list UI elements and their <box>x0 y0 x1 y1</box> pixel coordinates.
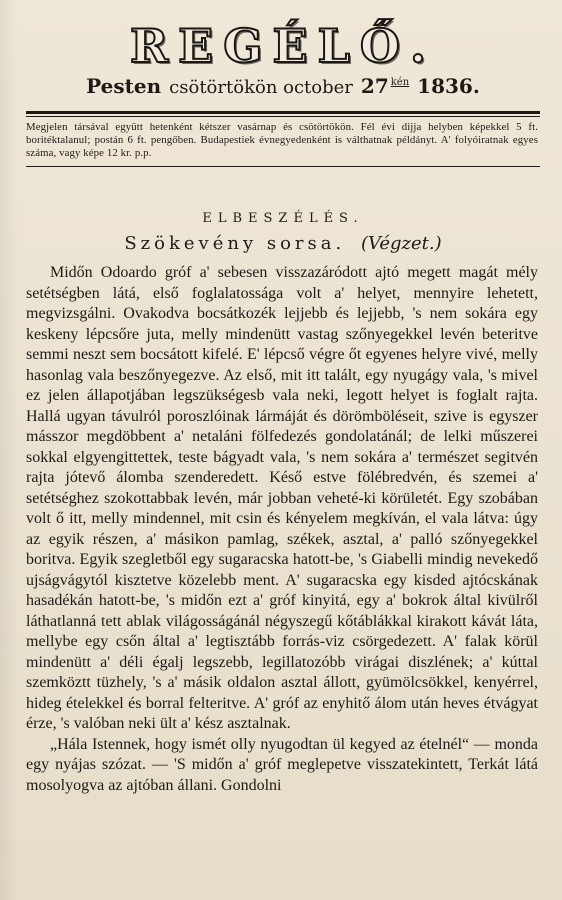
dateline <box>26 74 540 103</box>
masthead <box>26 20 540 103</box>
subscription-notice: Megjelen társával együtt hetenként kétszer vasárnap és csötörtökön. Fél évi dijja helyben képekkel 5 ft. boritéktalanul; postán 6 ft. pengőben. Budapestiek évnegyedenként is válthatnak példányt. A' folyóiratnak egyes száma, vagy képe 12 kr. p.p. <box>26 121 538 159</box>
dateline-day-suffix: kén <box>390 77 410 88</box>
paragraph-2: „Hála Istennek, hogy ismét olly nyugodtan ül kegyed az ételnél“ — monda egy nyájas szózat. — 'S midőn a' gróf meglepetve visszatekintett, Terkát látá mosolyogva az ajtóban állani. Gondolni <box>26 735 538 794</box>
story-body <box>26 263 538 796</box>
paragraph-1: Midőn Odoardo gróf a' sebesen visszazáródott ajtó megett magát mély setétségben látá, első foglalatossága volt a' helyet, mennyire lehetett, megvizsgálni. Ovakodva bocsátkozék lejjebb és lejjebb, 's nem sokára egy keskeny lépcsőre juta, melly mindenütt vastag szőnyegekkel levén beteritve semmi neszt sem bocsátott kifelé. E' lépcső végre őt egyenes helyre vivé, melly hasonlag vala beszőnyegezve. Az első, mit itt talált, egy nyugágy vala, 's mivel ez jelen állapotjában legszükségesb vala neki, legott helyet is foglalt rajta. Hallá ugyan távulról poroszlóinak lármáját és dörömböléseit, szive is egyszer másszor megdöbbent a' netaláni fölfedezés gondolatánál; de lelki műszerei sokkal elgyengittettek, teste bágyadt vala, 's nem sokára a' természet segitvén rajta jótevő álomba szenderedett. Késő estve fölébredvén, és szemei a' setétséghez szokottabbak levén, már jobban veheté-ki körületét. Egy szobában volt ő itt, melly mindennel, mit csin és kényelem megkíván, el vala látva: úgy az egyik részen, a' másikon pamlag, székek, asztal, a' palló szőnyegekkel boritva. Egyik szegletből egy sugaracska hatott-be, 's Giabelli mindig nevekedő ujságvágytól kisztetve közelebb ment. A' sugaracska egy kisded ajtócskának hasadékán hatott-be, 's midőn ezt a' gróf kinyitá, egy a' bokrok által kivülről láthatlanná tett ablak világosságánál négyszegű kőtáblákkal kirakott kávát láta, mellybe egy csőn által a' legtisztább forrás-viz csörgedezett. A' falak körül mindenütt a' déli égalj legszebb, legillatozóbb virágai diszlének; a' kúttal szemköztt tüzhely, 's a' másik oldalon asztal állott, gyümölcsökkel, kenyérrel, hideg ételekkel és borral felteritve. A' gróf az enyhitő álom után heves étvágyat érze, 's valóban neki ült a' kész asztalnak. <box>26 264 538 732</box>
story-subtitle: (Végzet.) <box>360 233 442 254</box>
masthead-rule-thick <box>26 111 540 114</box>
newspaper-title: REGÉLŐ. <box>129 19 437 73</box>
story-title: Szökevény sorsa. <box>124 233 346 254</box>
dateline-day: 27 <box>360 74 389 98</box>
story-title-line <box>26 233 540 255</box>
dateline-year: 1836. <box>417 74 480 98</box>
masthead-rule-thin <box>26 116 540 117</box>
dateline-city: Pesten <box>86 74 162 98</box>
section-heading: ELBESZÉLÉS. <box>202 211 364 226</box>
notice-rule <box>26 166 540 167</box>
dateline-weekday-month: csötörtökön october <box>169 77 353 98</box>
